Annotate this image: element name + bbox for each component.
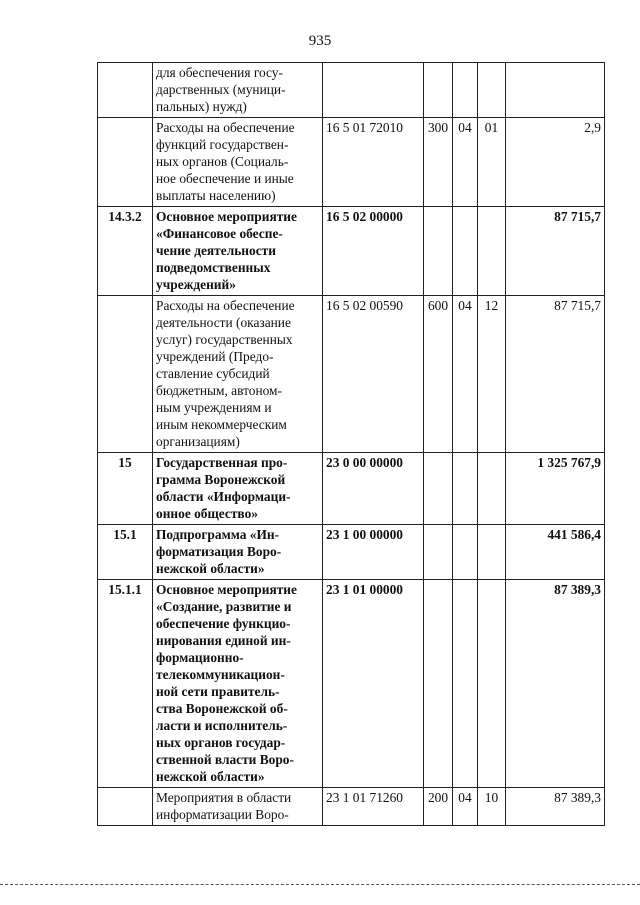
target-article-cell: 23 1 01 00000 xyxy=(323,580,424,788)
amount-cell: 87 389,3 xyxy=(506,788,605,826)
row-number-cell: 15 xyxy=(98,453,153,525)
item-name-cell: Государственная про- грамма Воронежской области «Информаци- онное общество» xyxy=(153,453,323,525)
amount-cell: 87 715,7 xyxy=(506,296,605,453)
amount-cell xyxy=(506,63,605,118)
expense-type-cell xyxy=(424,453,453,525)
expense-type-cell xyxy=(424,63,453,118)
section-cell xyxy=(453,453,478,525)
table-row xyxy=(98,207,605,296)
item-name-cell: для обеспечения госу- дарственных (муници- пальных) нужд) xyxy=(153,63,323,118)
subsection-cell: 12 xyxy=(478,296,506,453)
expense-type-cell: 600 xyxy=(424,296,453,453)
section-cell xyxy=(453,525,478,580)
subsection-cell xyxy=(478,525,506,580)
table-row xyxy=(98,118,605,207)
table-row xyxy=(98,525,605,580)
table-row xyxy=(98,296,605,453)
row-number-cell: 14.3.2 xyxy=(98,207,153,296)
section-cell: 04 xyxy=(453,118,478,207)
amount-cell: 87 389,3 xyxy=(506,580,605,788)
target-article-cell xyxy=(323,63,424,118)
section-cell xyxy=(453,580,478,788)
page-number: 935 xyxy=(308,33,332,49)
expense-type-cell xyxy=(424,525,453,580)
item-name-cell: Расходы на обеспечение деятельности (оказание услуг) государственных учреждений (Предо- ставление субсидий бюджетным, автоном- ным учреждениям и иным некоммерческим организациям) xyxy=(153,296,323,453)
subsection-cell: 01 xyxy=(478,118,506,207)
target-article-cell: 23 0 00 00000 xyxy=(323,453,424,525)
budget-table xyxy=(97,62,605,826)
expense-type-cell xyxy=(424,580,453,788)
item-name-cell: Основное мероприятие «Финансовое обеспе- чение деятельности подведомственных учреждений» xyxy=(153,207,323,296)
target-article-cell: 16 5 01 72010 xyxy=(323,118,424,207)
expense-type-cell: 300 xyxy=(424,118,453,207)
item-name-cell: Основное мероприятие «Создание, развитие и обеспечение функцио- нирования единой ин- формационно- телекоммуникацион- ной сети правитель- ства Воронежской об- ласти и исполнитель- ных органов государ- ственной власти Воро- нежской области» xyxy=(153,580,323,788)
amount-cell: 87 715,7 xyxy=(506,207,605,296)
subsection-cell: 10 xyxy=(478,788,506,826)
item-name-cell: Расходы на обеспечение функций государствен- ных органов (Социаль- ное обеспечение и иные выплаты населению) xyxy=(153,118,323,207)
item-name-cell: Мероприятия в области информатизации Воро- xyxy=(153,788,323,826)
table-row xyxy=(98,788,605,826)
row-number-cell xyxy=(98,118,153,207)
section-cell: 04 xyxy=(453,296,478,453)
amount-cell: 441 586,4 xyxy=(506,525,605,580)
section-cell xyxy=(453,207,478,296)
table-row xyxy=(98,580,605,788)
table-row xyxy=(98,453,605,525)
section-cell: 04 xyxy=(453,788,478,826)
item-name-cell: Подпрограмма «Ин- форматизация Воро- нежской области» xyxy=(153,525,323,580)
subsection-cell xyxy=(478,453,506,525)
table-row xyxy=(98,63,605,118)
amount-cell: 1 325 767,9 xyxy=(506,453,605,525)
row-number-cell: 15.1 xyxy=(98,525,153,580)
subsection-cell xyxy=(478,207,506,296)
section-cell xyxy=(453,63,478,118)
row-number-cell xyxy=(98,296,153,453)
target-article-cell: 16 5 02 00590 xyxy=(323,296,424,453)
row-number-cell: 15.1.1 xyxy=(98,580,153,788)
page-bottom-divider xyxy=(0,884,640,885)
row-number-cell xyxy=(98,788,153,826)
amount-cell: 2,9 xyxy=(506,118,605,207)
target-article-cell: 23 1 01 71260 xyxy=(323,788,424,826)
expense-type-cell xyxy=(424,207,453,296)
target-article-cell: 16 5 02 00000 xyxy=(323,207,424,296)
subsection-cell xyxy=(478,580,506,788)
row-number-cell xyxy=(98,63,153,118)
budget-table-body xyxy=(98,63,605,826)
subsection-cell xyxy=(478,63,506,118)
target-article-cell: 23 1 00 00000 xyxy=(323,525,424,580)
expense-type-cell: 200 xyxy=(424,788,453,826)
